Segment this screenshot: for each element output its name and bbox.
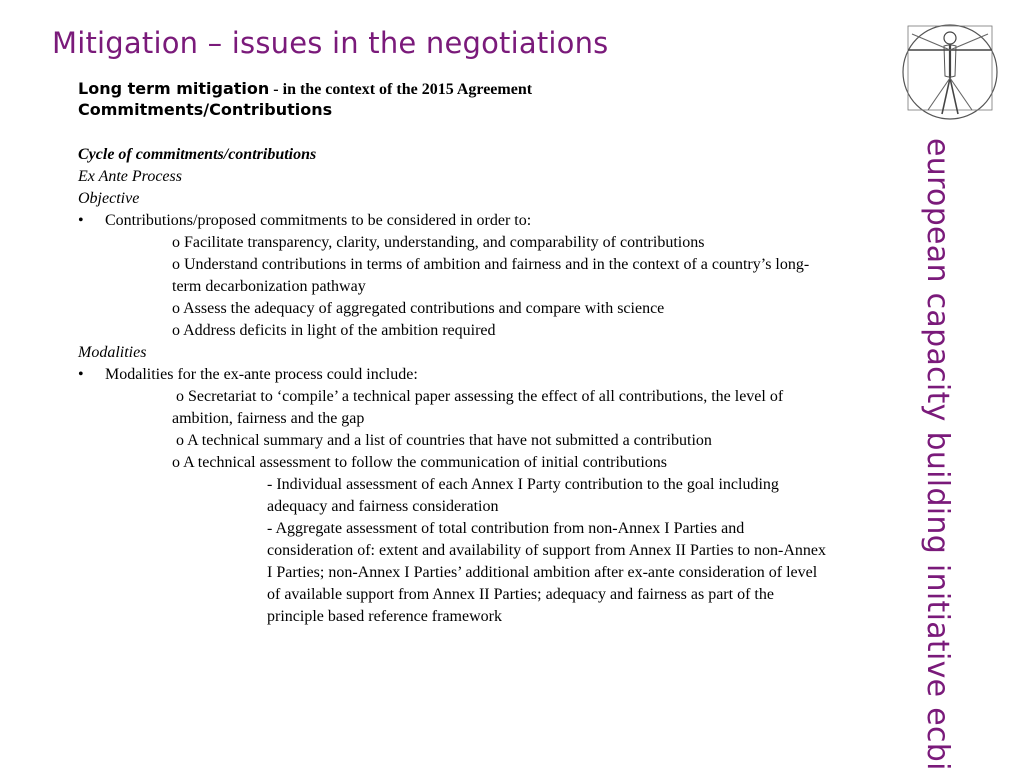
list-item: term decarbonization pathway — [172, 278, 366, 295]
subheading — [78, 79, 532, 100]
section-cycle: Cycle of commitments/contributions — [78, 146, 317, 163]
list-item: principle based reference framework — [267, 608, 502, 625]
list-item: o Assess the adequacy of aggregated contributions and compare with science — [172, 300, 665, 317]
page-title: Mitigation – issues in the negotiations — [52, 26, 609, 60]
section-modalities: Modalities — [78, 344, 147, 361]
organization-name: european capacity building initiative ecbi — [920, 138, 955, 771]
list-item: o Facilitate transparency, clarity, understanding, and comparability of contributions — [172, 234, 705, 251]
subheading-line2: Commitments/Contributions — [78, 100, 333, 119]
list-item: adequacy and fairness consideration — [267, 498, 499, 515]
section-objective: Objective — [78, 190, 140, 207]
list-item: o Secretariat to ‘compile’ a technical paper assessing the effect of all contributions, the level of — [172, 388, 784, 405]
vitruvian-man-icon — [898, 18, 1002, 122]
list-item: of available support from Annex II Parties; adequacy and fairness as part of the — [267, 586, 774, 603]
bullet-dot: • — [78, 366, 84, 383]
bullet-dot: • — [78, 212, 84, 229]
list-item: o A technical summary and a list of countries that have not submitted a contribution — [172, 432, 712, 449]
list-item: I Parties; non-Annex I Parties’ additional ambition after ex-ante consideration of level — [267, 564, 818, 581]
list-item: - Aggregate assessment of total contribution from non-Annex I Parties and — [267, 520, 745, 537]
list-item: ambition, fairness and the gap — [172, 410, 365, 427]
subheading-main: Long term mitigation — [78, 79, 270, 98]
section-ex-ante: Ex Ante Process — [78, 168, 182, 185]
list-item: consideration of: extent and availability of support from Annex II Parties to non-Annex — [267, 542, 826, 559]
list-item: o Understand contributions in terms of ambition and fairness and in the context of a country’s long- — [172, 256, 810, 273]
modalities-bullet: Modalities for the ex-ante process could include: — [105, 366, 418, 383]
objective-bullet: Contributions/proposed commitments to be considered in order to: — [105, 212, 532, 229]
subheading-context: - in the context of the 2015 Agreement — [269, 81, 533, 98]
list-item: o Address deficits in light of the ambition required — [172, 322, 496, 339]
list-item: o A technical assessment to follow the communication of initial contributions — [172, 454, 668, 471]
list-item: - Individual assessment of each Annex I Party contribution to the goal including — [267, 476, 779, 493]
